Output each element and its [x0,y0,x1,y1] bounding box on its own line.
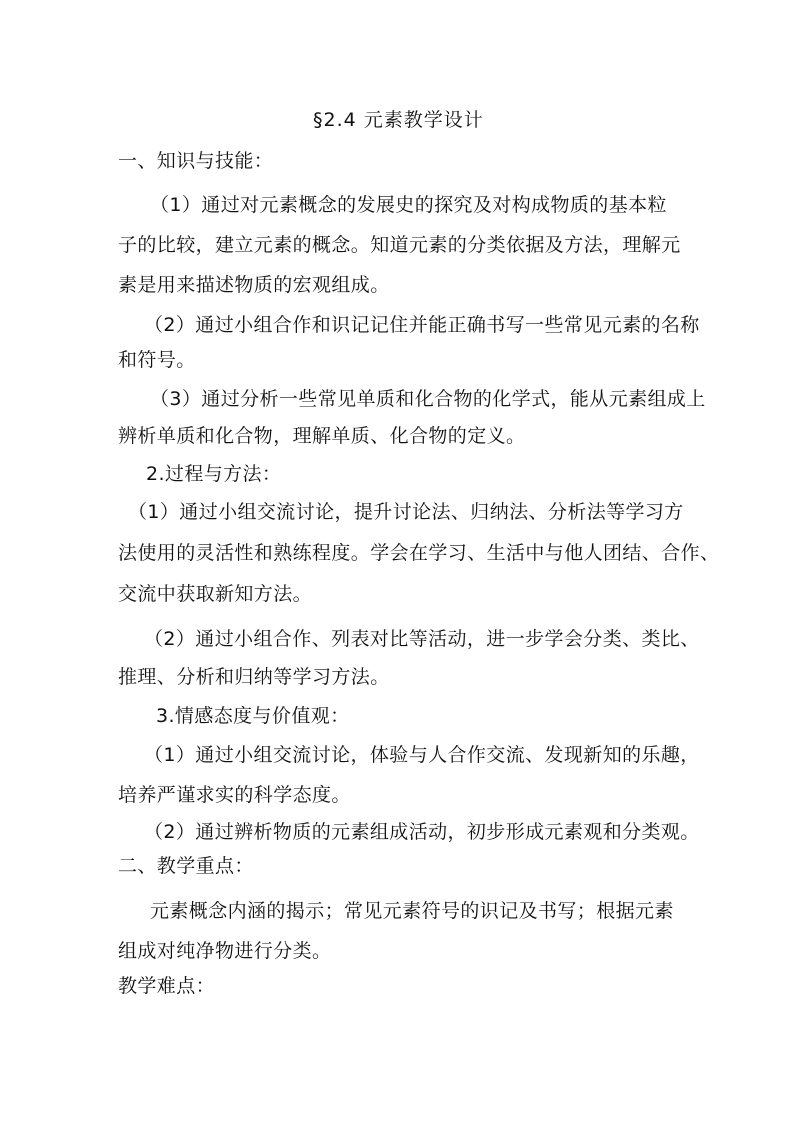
paragraph-line: 培养严谨求实的科学态度。 [118,784,351,806]
subsection-heading-process-methods: 2.过程与方法： [146,463,282,485]
paragraph-line: 组成对纯净物进行分类。 [118,940,332,962]
paragraph-line: 子的比较，建立元素的概念。知道元素的分类依据及方法，理解元 [118,234,681,256]
page-title: §2.4 元素教学设计 [313,109,484,131]
paragraph-line: 交流中获取新知方法。 [118,583,313,605]
paragraph-line: 辨析单质和化合物，理解单质、化合物的定义。 [118,425,526,447]
paragraph-line: 和符号。 [118,349,196,371]
paragraph-line: （1）通过小组交流讨论，提升讨论法、归纳法、分析法等学习方 [128,501,684,523]
paragraph-line: 法使用的灵活性和熟练程度。学会在学习、生活中与他人团结、合作、 [118,542,720,564]
subsection-heading-emotion-values: 3.情感态度与价值观： [156,705,350,727]
paragraph-line: （2）通过小组合作、列表对比等活动，进一步学会分类、类比、 [144,628,700,650]
section-heading-knowledge-skills: 一、知识与技能： [118,150,274,172]
paragraph-line: （1）通过对元素概念的发展史的探究及对构成物质的基本粒 [150,194,667,216]
paragraph-line: （2）通过小组合作和识记记住并能正确书写一些常见元素的名称 [144,314,700,336]
section-heading-teaching-focus: 二、教学重点： [118,855,254,877]
paragraph-line: （2）通过辨析物质的元素组成活动，初步形成元素观和分类观。 [144,821,700,843]
paragraph-line: 推理、分析和归纳等学习方法。 [118,666,390,688]
paragraph-line: 素是用来描述物质的宏观组成。 [118,274,390,296]
paragraph-line: 元素概念内涵的揭示；常见元素符号的识记及书写；根据元素 [150,900,674,922]
section-heading-teaching-difficulty: 教学难点： [118,975,216,997]
paragraph-line: （3）通过分析一些常见单质和化合物的化学式，能从元素组成上 [150,388,706,410]
paragraph-line: （1）通过小组交流讨论，体验与人合作交流、发现新知的乐趣， [144,744,700,766]
